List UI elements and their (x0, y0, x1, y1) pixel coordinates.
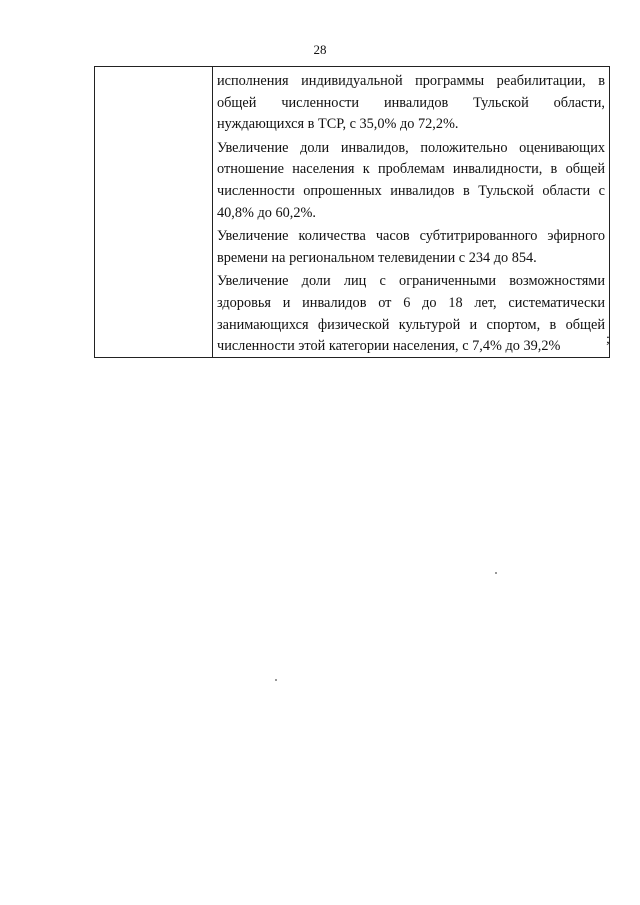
table-left-cell (95, 67, 213, 357)
paragraph-subtitled-broadcast: Увеличение количества часов субтитрированного эфирного времени на региональном телевидении с 234 до 854. (217, 228, 605, 266)
paragraph-rehabilitation: исполнения индивидуальной программы реабилитации, в общей численности инвалидов Тульской области, нуждающихся в ТСР, с 35,0% до 72,2%. (217, 73, 605, 133)
content-table (94, 66, 610, 358)
page-number: 28 (313, 42, 327, 57)
trailing-semicolon: ; (606, 332, 610, 347)
scan-speck (275, 679, 277, 681)
scan-speck (495, 572, 497, 574)
paragraph-attitude-survey: Увеличение доли инвалидов, положительно оценивающих отношение населения к проблемам инвалидности, в общей численности опрошенных инвалидов в Тульской области с 40,8% до 60,2%. (217, 139, 605, 221)
table-right-cell (217, 71, 605, 360)
paragraph-sports-participation: Увеличение доли лиц с ограниченными возможностями здоровья и инвалидов от 6 до 18 лет, систематически занимающихся физической культурой и спортом, в общей численности этой категории населения, с 7,4% до 39,2% (217, 273, 605, 355)
